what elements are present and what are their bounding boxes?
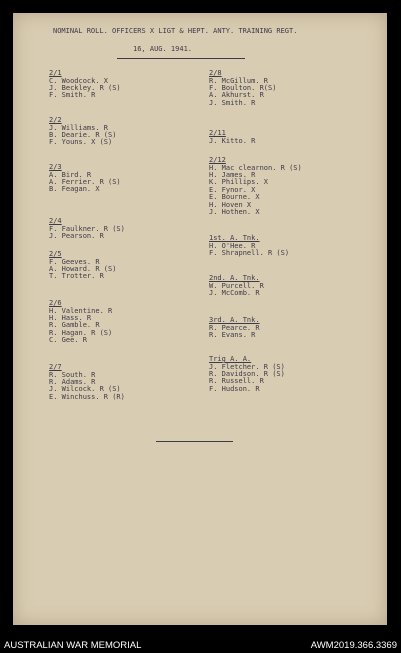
roll-entry: J. Beckley. R (S) (49, 83, 121, 92)
roll-entry: A. Howard. R (S) (49, 264, 117, 273)
group-heading: 1st. A. Tnk. (209, 234, 260, 242)
roll-entry: E. Winchuss. R (R) (49, 392, 125, 401)
group-heading: 2/3 (49, 163, 62, 171)
roll-entry: H. Mac clearnon. R (S) (209, 163, 302, 172)
right-group (209, 235, 289, 257)
roll-entry: H. James. R (209, 170, 256, 179)
roll-entry: F. Hudson. R (209, 384, 260, 393)
roll-entry: W. Purcell. R (209, 281, 264, 290)
roll-entry: R. Adams. R (49, 377, 96, 386)
roll-entry: A. Bird. R (49, 170, 92, 179)
group-heading: 2/4 (49, 217, 62, 225)
left-group (49, 164, 121, 194)
roll-entry: A. Ferrier. R (S) (49, 177, 121, 186)
roll-entry: R. Evans. R (209, 330, 256, 339)
footer-accession-number: AWM2019.366.3369 (310, 640, 397, 651)
roll-entry: R. McGillum. R (209, 76, 269, 85)
group-heading: 2/2 (49, 116, 62, 124)
roll-entry: F. Geeves. R (49, 257, 100, 266)
group-heading: 3rd. A. Tnk. (209, 316, 260, 324)
roll-entry: J. Smith. R (209, 98, 256, 107)
roll-entry: H. O'Hee. R (209, 241, 256, 250)
group-heading: 2/8 (209, 69, 222, 77)
left-group (49, 300, 112, 345)
left-group (49, 117, 116, 147)
roll-entry: R. Hagan. R (S) (49, 328, 113, 337)
document-date: 16, AUG. 1941. (133, 45, 193, 53)
left-group (49, 251, 116, 281)
roll-entry: E. Fynor. X (209, 185, 256, 194)
roll-entry: J. Pearson. R (49, 231, 104, 240)
roll-entry: R. South. R (49, 370, 96, 379)
roll-entry: A. Akhurst. R (209, 91, 264, 100)
roll-entry: H. Hoven X (209, 200, 252, 209)
roll-entry: T. Trotter. R (49, 272, 104, 281)
document-page (13, 13, 387, 625)
right-group (209, 70, 276, 107)
roll-entry: H. Hass. R (49, 313, 92, 322)
roll-entry: J. McComb. R (209, 288, 260, 297)
left-group (49, 364, 125, 401)
right-group (209, 275, 264, 297)
group-heading: 2nd. A. Tnk. (209, 274, 260, 282)
roll-entry: E. Bourne. X (209, 193, 260, 202)
document-title: NOMINAL ROLL. OFFICERS X LIGT & HEPT. ANTY. TRAINING REGT. (53, 27, 298, 35)
group-heading: Trig A. A. (209, 355, 252, 363)
roll-entry: F. Shrapnell. R (S) (209, 248, 290, 257)
roll-entry: H. Valentine. R (49, 306, 113, 315)
footer-credit: AUSTRALIAN WAR MEMORIAL (4, 640, 142, 651)
closing-rule (156, 441, 233, 442)
roll-entry: F. Youns. X (S) (49, 138, 113, 147)
roll-entry: C. Gee. R (49, 336, 87, 345)
right-group (209, 130, 255, 145)
roll-entry: B. Dearie. R (S) (49, 130, 117, 139)
roll-entry: R. Pearce. R (209, 323, 260, 332)
roll-entry: R. Davidson. R (S) (209, 369, 285, 378)
group-heading: 2/12 (209, 156, 226, 164)
group-heading: 2/11 (209, 129, 226, 137)
group-heading: 2/5 (49, 250, 62, 258)
group-heading: 2/6 (49, 299, 62, 307)
roll-entry: C. Woodcock. X (49, 76, 109, 85)
roll-entry: F. Faulkner. R (S) (49, 224, 125, 233)
roll-entry: R. Russell. R (209, 377, 264, 386)
roll-entry: F. Smith. R (49, 91, 96, 100)
roll-entry: B. Feagan. X (49, 185, 100, 194)
left-group (49, 70, 121, 100)
roll-entry: J. Fletcher. R (S) (209, 362, 285, 371)
title-underline (117, 58, 245, 59)
roll-entry: J. Williams. R (49, 123, 109, 132)
roll-entry: R. Gamble. R (49, 321, 100, 330)
roll-entry: J. Kitto. R (209, 136, 256, 145)
group-heading: 2/1 (49, 69, 62, 77)
right-group (209, 317, 260, 339)
roll-entry: K. Phillips. X (209, 178, 269, 187)
left-group (49, 218, 125, 240)
roll-entry: J. Wilcock. R (S) (49, 385, 121, 394)
roll-entry: F. Boulton. R(S) (209, 83, 277, 92)
roll-entry: J. Hothen. X (209, 207, 260, 216)
right-group (209, 157, 302, 216)
right-group (209, 356, 285, 393)
footer-bar (0, 638, 401, 653)
group-heading: 2/7 (49, 363, 62, 371)
